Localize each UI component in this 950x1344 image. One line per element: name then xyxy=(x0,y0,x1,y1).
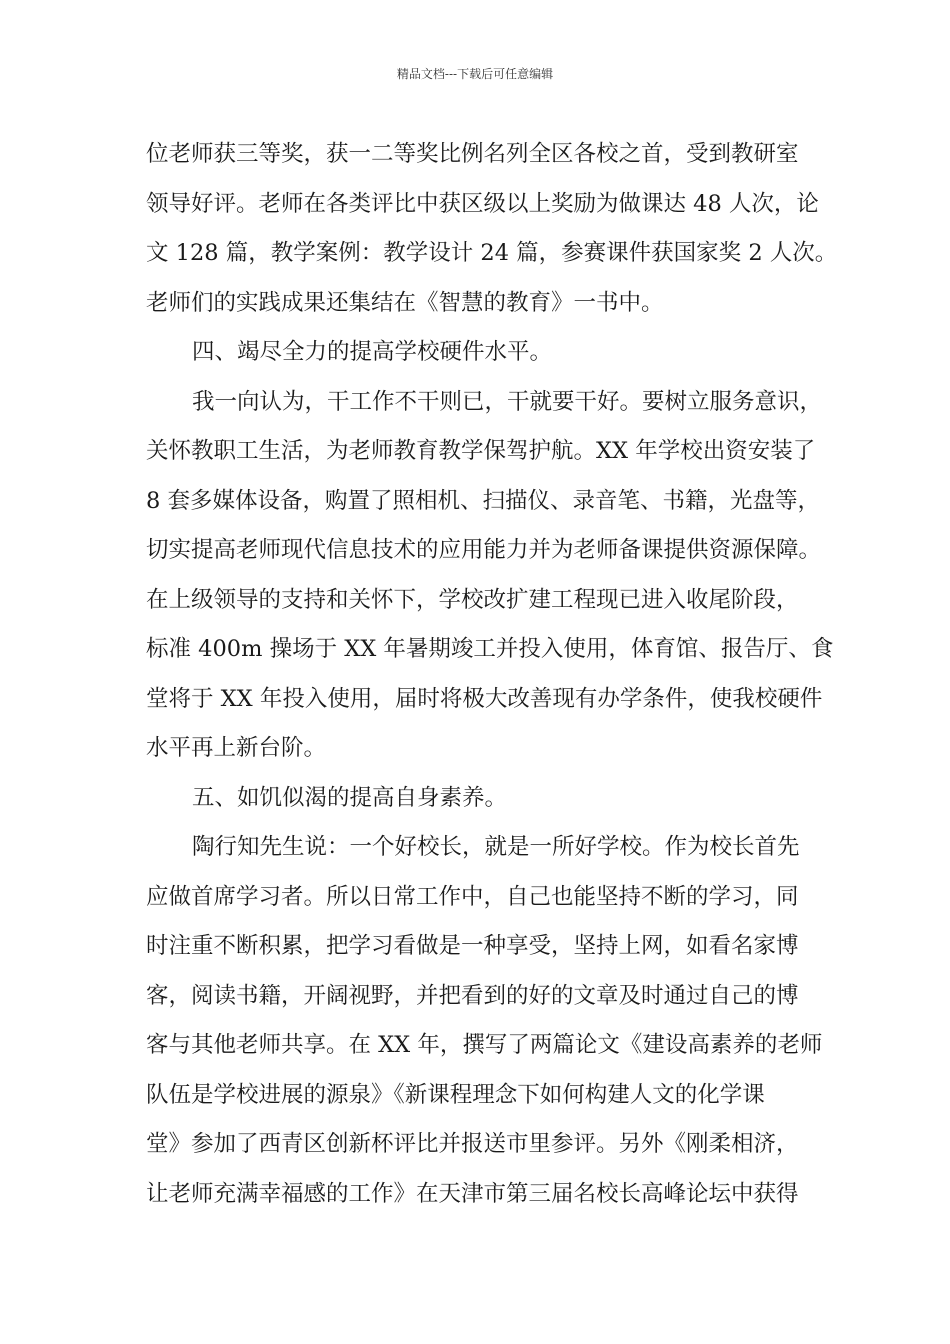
document-body xyxy=(146,130,836,1219)
text-line: 关怀教职工生活，为老师教育教学保驾护航。XX 年学校出资安装了 xyxy=(146,438,816,464)
text-line: 我一向认为，干工作不干则已，干就要干好。要树立服务意识， xyxy=(192,388,823,415)
section-heading: 五、如饥似渴的提高自身素养。 xyxy=(192,784,508,811)
text-line: 堂》参加了西青区创新杯评比并报送市里参评。另外《刚柔相济， xyxy=(146,1131,799,1157)
text-line: 标准 400m 操场于 XX 年暑期竣工并投入使用，体育馆、报告厅、食 xyxy=(146,636,834,662)
section-heading: 四、竭尽全力的提高学校硬件水平。 xyxy=(192,339,553,365)
page-header: 精品文档---下载后可任意编辑 xyxy=(396,67,554,81)
text-line: 客，阅读书籍，开阔视野，并把看到的好的文章及时通过自己的博 xyxy=(146,982,799,1009)
text-line: 在上级领导的支持和关怀下，学校改扩建工程现已进入收尾阶段， xyxy=(146,586,799,613)
text-line: 8 套多媒体设备，购置了照相机、扫描仪、录音笔、书籍，光盘等， xyxy=(146,487,820,514)
text-line: 位老师获三等奖，获一二等奖比例名列全区各校之首，受到教研室 xyxy=(146,141,799,167)
text-line: 陶行知先生说：一个好校长，就是一所好学校。作为校长首先 xyxy=(192,834,800,860)
text-line: 客与其他老师共享。在 XX 年，撰写了两篇论文《建设高素养的老师 xyxy=(146,1032,823,1058)
text-line: 让老师充满幸福感的工作》在天津市第三届名校长高峰论坛中获得 xyxy=(146,1180,799,1207)
text-line: 队伍是学校进展的源泉》《新课程理念下如何构建人文的化学课 xyxy=(146,1081,765,1108)
text-line: 时注重不断积累，把学习看做是一种享受，坚持上网，如看名家博 xyxy=(146,933,799,959)
text-line: 领导好评。老师在各类评比中获区级以上奖励为做课达 48 人次，论 xyxy=(146,190,819,217)
text-line: 切实提高老师现代信息技术的应用能力并为老师备课提供资源保障。 xyxy=(146,537,822,563)
text-line: 文 128 篇，教学案例：教学设计 24 篇，参赛课件获国家奖 2 人次。 xyxy=(146,240,838,266)
text-line: 堂将于 XX 年投入使用，届时将极大改善现有办学条件，使我校硬件 xyxy=(146,685,823,712)
text-line: 应做首席学习者。所以日常工作中，自己也能坚持不断的学习，同 xyxy=(146,883,799,910)
text-line: 老师们的实践成果还集结在《智慧的教育》一书中。 xyxy=(146,289,664,316)
text-line: 水平再上新台阶。 xyxy=(146,735,327,761)
